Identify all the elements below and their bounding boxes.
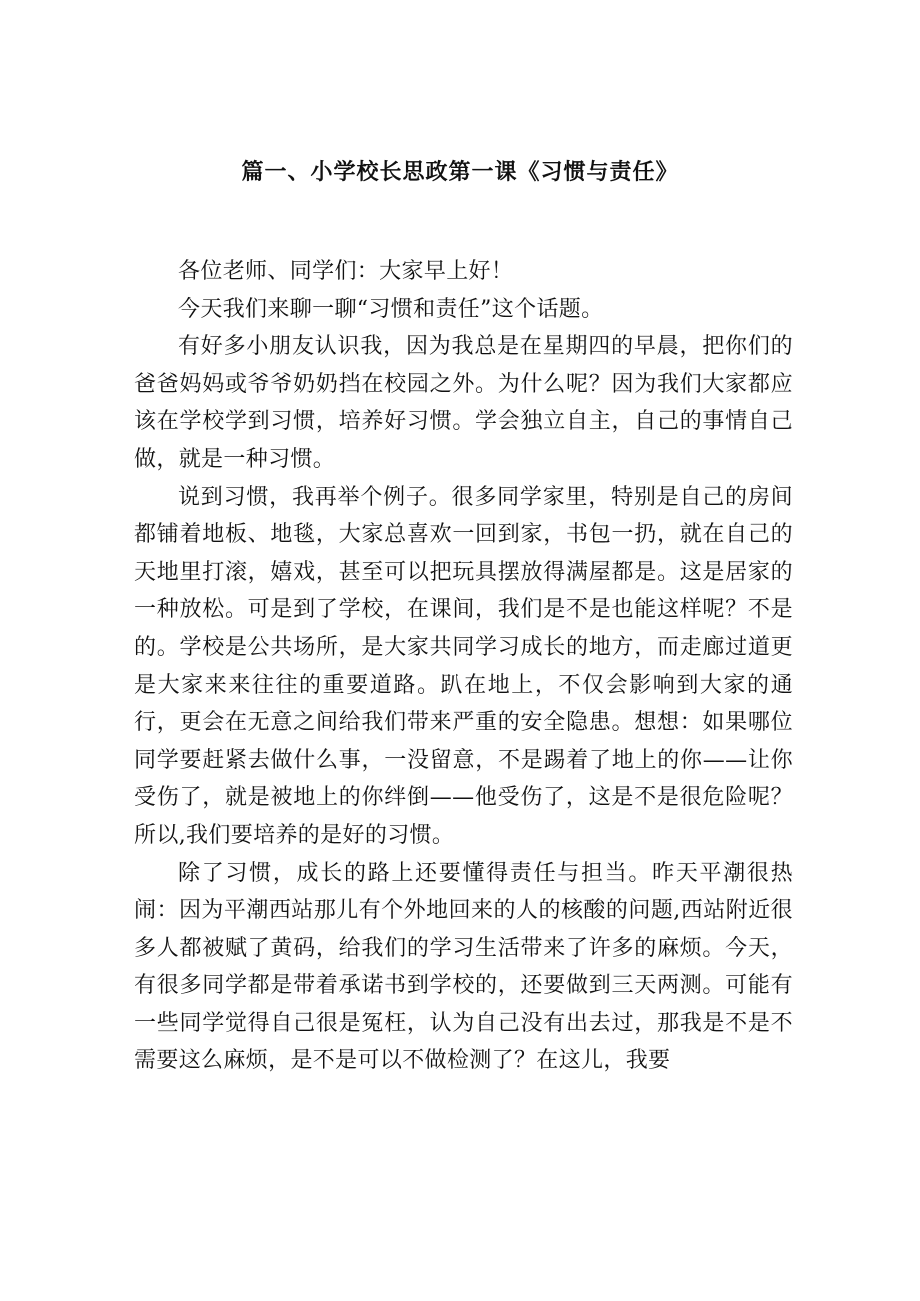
document-body — [134, 253, 793, 1080]
document-title: 篇一、小学校长思政第一课《习惯与责任》 — [241, 159, 679, 185]
paragraph-topic: 今天我们来聊一聊“习惯和责任”这个话题。 — [178, 296, 604, 322]
paragraph-greeting: 各位老师、同学们：大家早上好！ — [178, 259, 514, 284]
paragraph-habit-example: 说到习惯，我再举个例子。很多同学家里，特别是自己的房间都铺着地板、地毯，大家总喜欢一回到家，书包一扔，就在自己的天地里打滚，嬉戏，甚至可以把玩具摆放得满屋都是。这是居家的一种放松。可是到了学校，在课间，我们是不是也能这样呢？不是的。学校是公共场所，是大家共同学习成长的地方，而走廊过道更是大家来来往往的重要道路。趴在地上，不仅会影响到大家的通行，更会在无意之间给我们带来严重的安全隐患。想想：如果哪位同学要赶紧去做什么事，一没留意，不是踢着了地上的你——让你受伤了，就是被地上的你绊倒——他受伤了，这是不是很危险呢？所以,我们要培养的是好的习惯。 — [134, 484, 793, 848]
paragraph-habit-intro: 有好多小朋友认识我，因为我总是在星期四的早晨，把你们的爸爸妈妈或爷爷奶奶挡在校园之外。为什么呢？因为我们大家都应该在学校学到习惯，培养好习惯。学会独立自主，自己的事情自己做，就是一种习惯。 — [134, 334, 793, 472]
paragraph-responsibility: 除了习惯，成长的路上还要懂得责任与担当。昨天平潮很热闹：因为平潮西站那儿有个外地回来的人的核酸的问题,西站附近很多人都被赋了黄码，给我们的学习生活带来了许多的麻烦。今天，有很多同学都是带着承诺书到学校的，还要做到三天两测。可能有一些同学觉得自己很是冤枉，认为自己没有出去过，那我是不是不需要这么麻烦，是不是可以不做检测了？在这儿，我要 — [134, 860, 793, 1074]
